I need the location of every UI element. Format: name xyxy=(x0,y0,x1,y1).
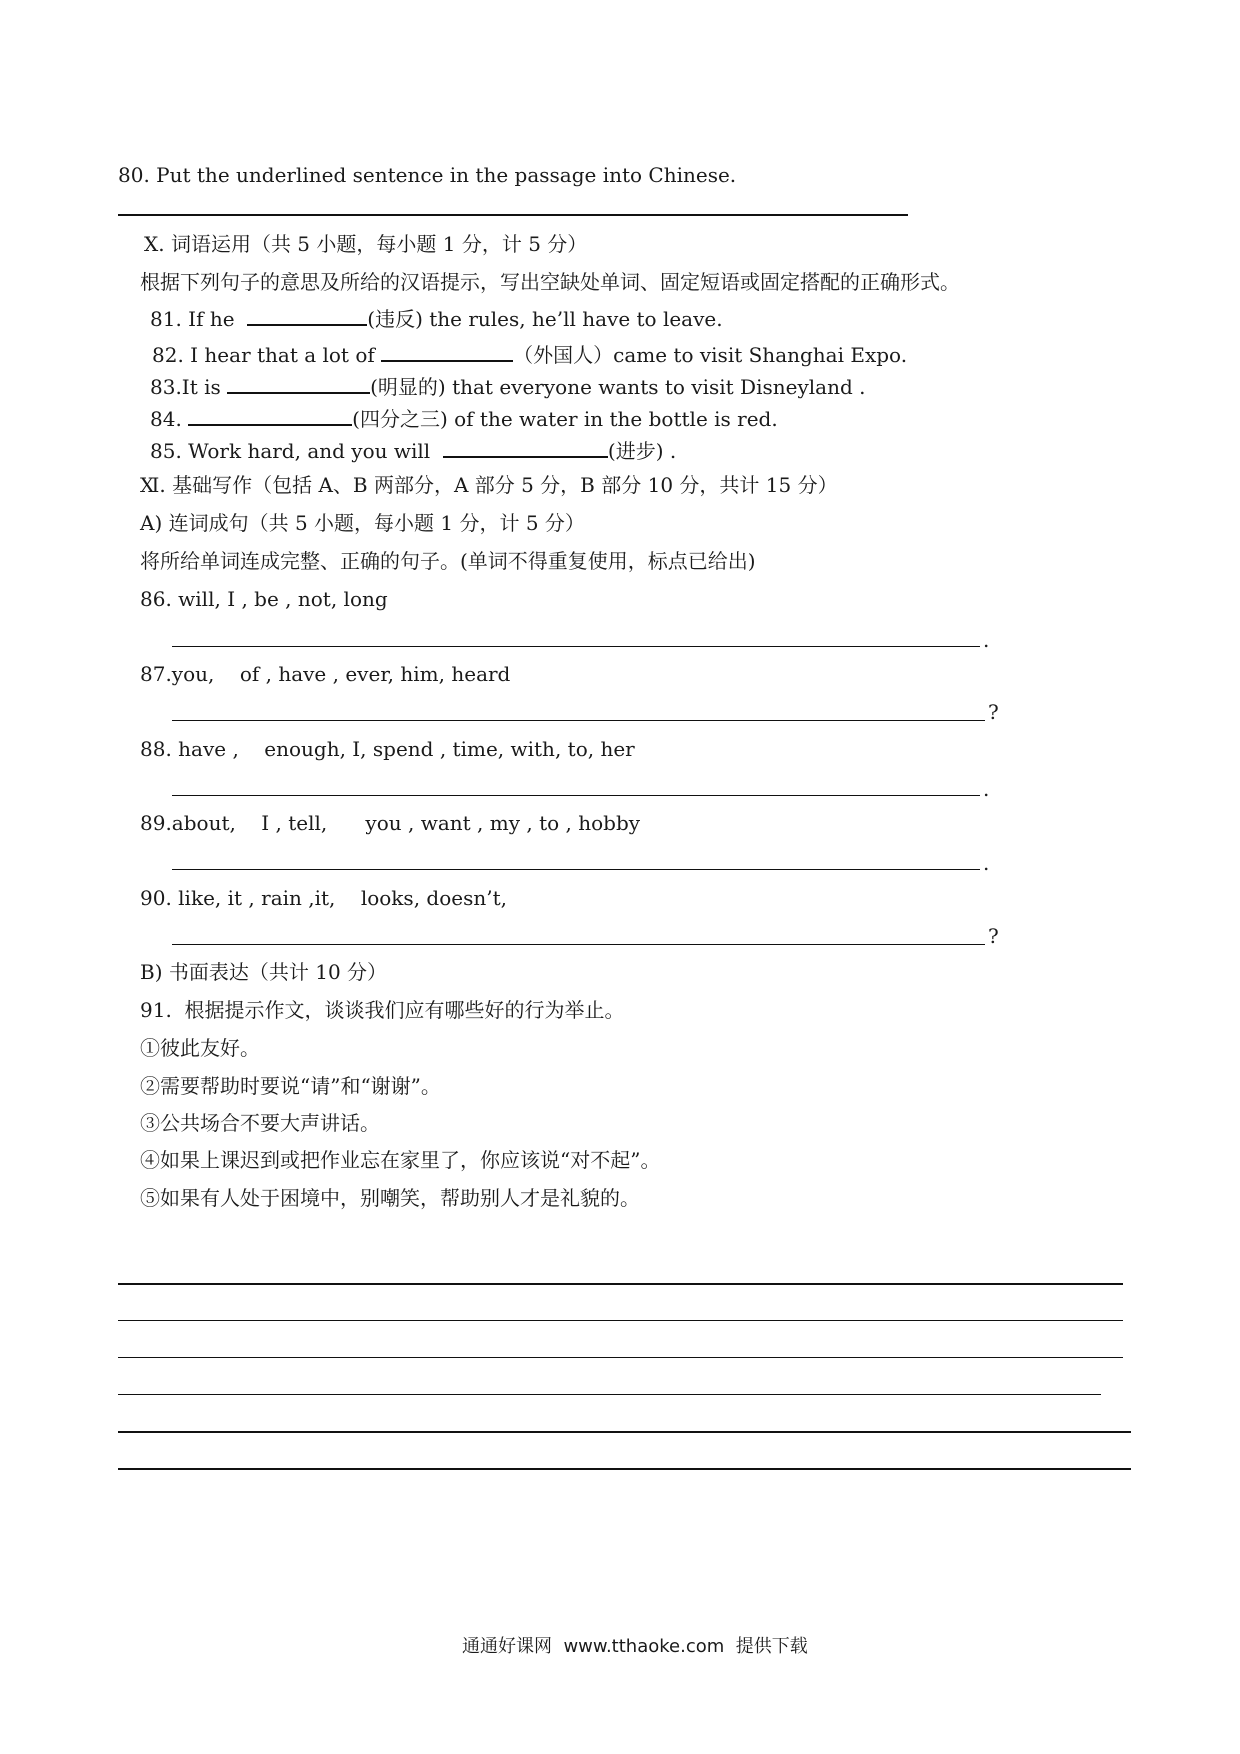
question-83 xyxy=(150,374,865,397)
answer-line-87[interactable] xyxy=(172,720,985,721)
part-a-heading: A) 连词成句（共 5 小题，每小题 1 分，计 5 分） xyxy=(140,511,585,535)
question-84-hint: (四分之三) of the water in the bottle is red. xyxy=(352,407,778,431)
question-90-end-mark: ? xyxy=(988,924,999,948)
question-82-blank[interactable] xyxy=(381,342,513,362)
question-83-blank[interactable] xyxy=(227,374,370,394)
question-83-hint: (明显的) that everyone wants to visit Disneyland . xyxy=(370,375,866,399)
footer-download-note: 通通好课网 www.tthaoke.com 提供下载 xyxy=(462,1636,808,1657)
section-xi-heading: Ⅺ. 基础写作（包括 A、B 两部分，A 部分 5 分，B 部分 10 分，共计 15 分） xyxy=(140,473,838,497)
section-x-heading: Ⅹ. 词语运用（共 5 小题，每小题 1 分，计 5 分） xyxy=(144,232,588,256)
question-87-words: 87.you, of , have , ever, him, heard xyxy=(140,662,511,686)
hint-point-3: ③公共场合不要大声讲话。 xyxy=(140,1111,380,1135)
question-80-prompt: 80. Put the underlined sentence in the passage into Chinese. xyxy=(118,163,737,187)
question-90-words: 90. like, it , rain ,it, looks, doesn’t, xyxy=(140,886,507,910)
question-82-hint: （外国人）came to visit Shanghai Expo. xyxy=(513,343,908,367)
question-88-words: 88. have , enough, I, spend , time, with, to, her xyxy=(140,737,635,761)
composition-line-1[interactable] xyxy=(118,1283,1123,1285)
question-81-blank[interactable] xyxy=(247,306,367,326)
part-b-heading: B) 书面表达（共计 10 分） xyxy=(140,960,388,984)
question-91-prompt: 91. 根据提示作文，谈谈我们应有哪些好的行为举止。 xyxy=(140,998,625,1022)
question-81-hint: (违反) the rules, he’ll have to leave. xyxy=(367,307,723,331)
question-84-blank[interactable] xyxy=(188,406,352,426)
answer-line-90[interactable] xyxy=(172,944,985,945)
section-x-instruction: 根据下列句子的意思及所给的汉语提示，写出空缺处单词、固定短语或固定搭配的正确形式。 xyxy=(140,270,960,294)
answer-line-88[interactable] xyxy=(172,795,980,796)
hint-point-4: ④如果上课迟到或把作业忘在家里了，你应该说“对不起”。 xyxy=(140,1148,661,1172)
question-86-words: 86. will, I , be , not, long xyxy=(140,587,388,611)
question-89-words: 89.about, I , tell, you , want , my , to , hobby xyxy=(140,811,641,835)
question-87-end-mark: ? xyxy=(988,700,999,724)
question-81 xyxy=(150,306,723,329)
composition-line-5[interactable] xyxy=(118,1431,1131,1433)
composition-line-6[interactable] xyxy=(118,1468,1131,1470)
question-82 xyxy=(152,342,907,365)
question-83-text: 83.It is xyxy=(150,375,228,399)
hint-point-1: ①彼此友好。 xyxy=(140,1036,260,1060)
question-85 xyxy=(150,438,676,461)
composition-line-3[interactable] xyxy=(118,1357,1123,1358)
question-86-end-mark: . xyxy=(983,628,990,652)
question-85-text: 85. Work hard, and you will xyxy=(150,439,443,463)
question-89-end-mark: . xyxy=(983,851,990,875)
hint-point-5: ⑤如果有人处于困境中，别嘲笑，帮助别人才是礼貌的。 xyxy=(140,1186,640,1210)
answer-line-80[interactable] xyxy=(118,214,908,216)
answer-line-89[interactable] xyxy=(172,869,980,870)
question-85-hint: (进步) . xyxy=(607,439,677,463)
composition-line-4[interactable] xyxy=(118,1394,1101,1395)
question-81-text: 81. If he xyxy=(150,307,248,331)
hint-point-2: ②需要帮助时要说“请”和“谢谢”。 xyxy=(140,1074,441,1098)
question-84-text: 84. xyxy=(150,407,189,431)
answer-line-86[interactable] xyxy=(172,646,980,647)
composition-line-2[interactable] xyxy=(118,1320,1123,1321)
question-82-text: 82. I hear that a lot of xyxy=(152,343,382,367)
question-85-blank[interactable] xyxy=(443,438,608,458)
question-88-end-mark: . xyxy=(983,777,990,801)
part-a-instruction: 将所给单词连成完整、正确的句子。(单词不得重复使用，标点已给出) xyxy=(140,549,756,573)
question-84 xyxy=(150,406,778,429)
